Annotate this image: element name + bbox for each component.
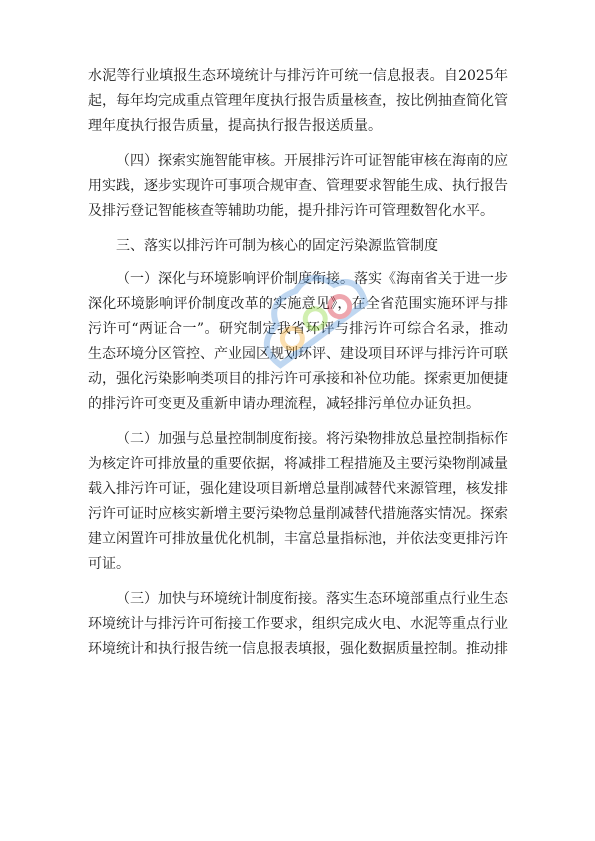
paragraph-statistics-linkage: （三）加快与环境统计制度衔接。落实生态环境部重点行业生态环境统计与排污许可衔接工作要求，组织完成火电、水泥等重点行业环境统计和执行报告统一信息报表填报，强化数据质量控制。推动排 <box>88 591 508 657</box>
paragraph-continuation: 水泥等行业填报生态环境统计与排污许可统一信息报表。自2025年起，每年均完成重点管理年度执行报告质量核查，按比例抽查简化管理年度执行报告质量，提高执行报告报送质量。 <box>88 68 508 134</box>
document-body <box>88 64 508 672</box>
paragraph-eia-linkage: （一）深化与环境影响评价制度衔接。落实《海南省关于进一步深化环境影响评价制度改革的实施意见》，在全省范围实施环评与排污许可“两证合一”。研究制定我省环评与排污许可综合名录，推动生态环境分区管控、产业园区规划环评、建设项目环评与排污许可联动，强化污染影响类项目的排污许可承接和补位功能。探索更加便捷的排污许可变更及重新申请办理流程，减轻排污单位办证负担。 <box>88 271 508 412</box>
paragraph-total-control-linkage: （二）加强与总量控制制度衔接。将污染物排放总量控制指标作为核定许可排放量的重要依据，将减排工程措施及主要污染物削减量载入排污许可证，强化建设项目新增总量削减替代来源管理，核发排污许可证时应核实新增主要污染物总量削减替代措施落实情况。探索建立闲置许可排放量优化机制，丰富总量指标池，并依法变更排污许可证。 <box>88 431 508 572</box>
section-heading-3: 三、落实以排污许可制为核心的固定污染源监管制度 <box>116 238 438 254</box>
paragraph-smart-review: （四）探索实施智能审核。开展排污许可证智能审核在海南的应用实践，逐步实现许可事项合规审查、管理要求智能生成、执行报告及排污登记智能核查等辅助功能，提升排污许可管理数智化水平。 <box>88 153 508 219</box>
